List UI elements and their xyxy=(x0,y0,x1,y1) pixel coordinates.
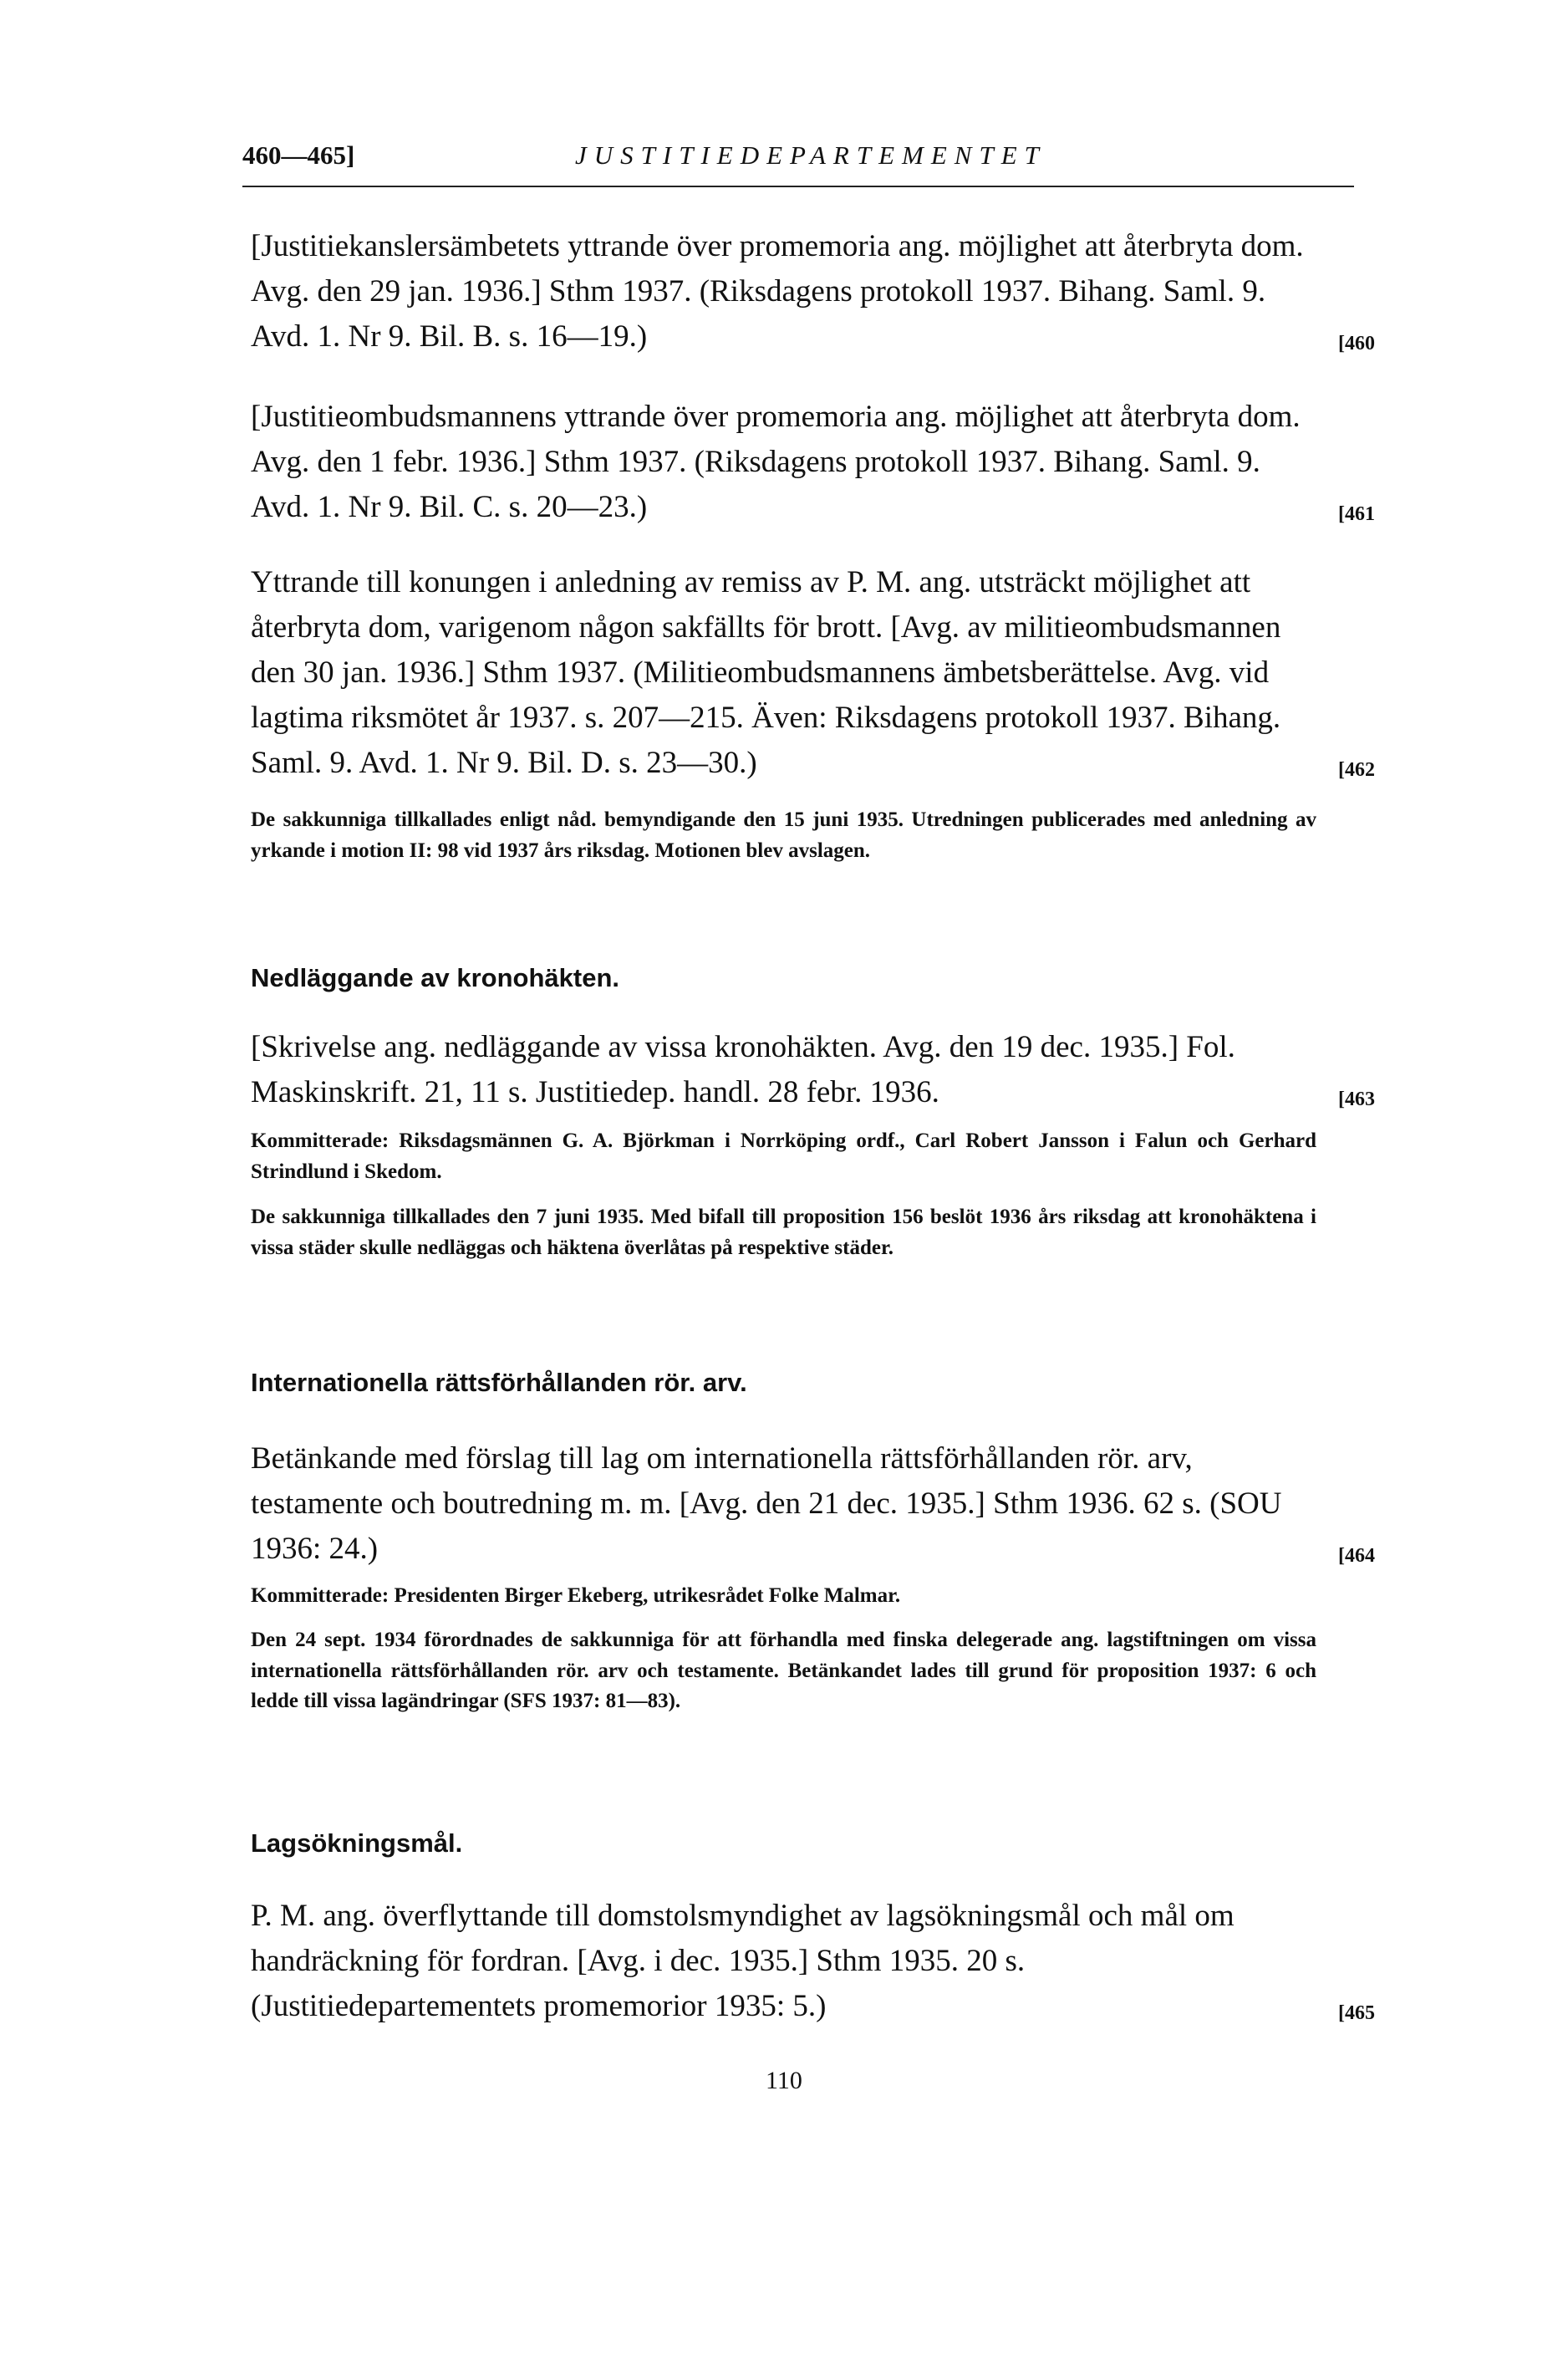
entry-465 xyxy=(251,1894,1375,2029)
entry-text: [Justitiekanslersämbetets yttrande över promemoria ang. möjlighet att återbryta dom. Avg. den 29 jan. 1936.] Sthm 1937. (Riksdagens protokoll 1937. Bihang. Saml. 9. Avd. 1. Nr 9. Bil. B. s. 16—19.) xyxy=(251,229,1304,354)
entry-460 xyxy=(251,224,1375,359)
header-rule xyxy=(242,186,1354,187)
entry-number: [463 xyxy=(1338,1089,1375,1110)
entry-text: P. M. ang. överflyttande till domstolsmyndighet av lagsökningsmål och mål om handräckning för fordran. [Avg. i dec. 1935.] Sthm 1935. 20 s. (Justitiedepartementets promemorior 1935: 5.) xyxy=(251,1899,1235,2023)
section-heading-internationella: Internationella rättsförhållanden rör. arv. xyxy=(251,1368,747,1397)
entry-462 xyxy=(251,560,1375,786)
entry-text: Betänkande med förslag till lag om internationella rättsförhållanden rör. arv, testamente och boutredning m. m. [Avg. den 21 dec. 1935.] Sthm 1936. 62 s. (SOU 1936: 24.) xyxy=(251,1441,1282,1566)
page-range: 460—465] xyxy=(242,140,355,170)
committee-note: Kommitterade: Riksdagsmännen G. A. Björkman i Norrköping ordf., Carl Robert Jansson i Falun och Gerhard Strindlund i Skedom. xyxy=(251,1129,1316,1183)
entry-note: De sakkunniga tillkallades den 7 juni 1935. Med bifall till proposition 156 beslöt 1936 års riksdag att kronohäktena i vissa städer skulle nedläggas och häktena överlåtas på respektive städer. xyxy=(251,1206,1316,1259)
department-title: JUSTITIEDEPARTEMENTET xyxy=(575,140,1046,170)
entry-text: [Justitieombudsmannens yttrande över promemoria ang. möjlighet att återbryta dom. Avg. den 1 febr. 1936.] Sthm 1937. (Riksdagens protokoll 1937. Bihang. Saml. 9. Avd. 1. Nr 9. Bil. C. s. 20—23.) xyxy=(251,400,1301,524)
entry-text: Yttrande till konungen i anledning av remiss av P. M. ang. utsträckt möjlighet att återbryta dom, varigenom någon sakfällts för brott. [Avg. av militieombudsmannen den 30 jan. 1936.] Sthm 1937. (Militieombudsmannens ämbetsberättelse. Avg. vid lagtima riksmötet år 1937. s. 207—215. Även: Riksdagens protokoll 1937. Bihang. Saml. 9. Avd. 1. Nr 9. Bil. D. s. 23—30.) xyxy=(251,565,1281,780)
section-heading-kronohakten: Nedläggande av kronohäkten. xyxy=(251,963,619,992)
running-head xyxy=(242,140,1354,181)
entry-461 xyxy=(251,395,1375,530)
entry-number: [465 xyxy=(1338,2002,1375,2024)
section-heading-lagsokningsmal: Lagsökningsmål. xyxy=(251,1828,463,1858)
entry-463 xyxy=(251,1025,1375,1115)
entry-464 xyxy=(251,1436,1375,1572)
committee-note: Kommitterade: Presidenten Birger Ekeberg, utrikesrådet Folke Malmar. xyxy=(251,1584,901,1607)
entry-text: [Skrivelse ang. nedläggande av vissa kronohäkten. Avg. den 19 dec. 1935.] Fol. Maskinskrift. 21, 11 s. Justitiedep. handl. 28 febr. 1936. xyxy=(251,1030,1235,1109)
entry-note: Den 24 sept. 1934 förordnades de sakkunniga för att förhandla med finska delegerade ang. lagstiftningen om vissa internationella rättsförhållanden rör. arv och testamente. Betänkandet lades till grund för proposition 1937: 6 och ledde till vissa lagändringar (SFS 1937: 81—83). xyxy=(251,1629,1316,1712)
entry-note: De sakkunniga tillkallades enligt nåd. bemyndigande den 15 juni 1935. Utredningen publicerades med anledning av yrkande i motion II: 98 vid 1937 års riksdag. Motionen blev avslagen. xyxy=(251,808,1316,862)
page-number: 110 xyxy=(766,2067,802,2094)
entry-number: [462 xyxy=(1338,759,1375,781)
entry-number: [464 xyxy=(1338,1545,1375,1567)
entry-number: [461 xyxy=(1338,503,1375,525)
entry-number: [460 xyxy=(1338,333,1375,354)
